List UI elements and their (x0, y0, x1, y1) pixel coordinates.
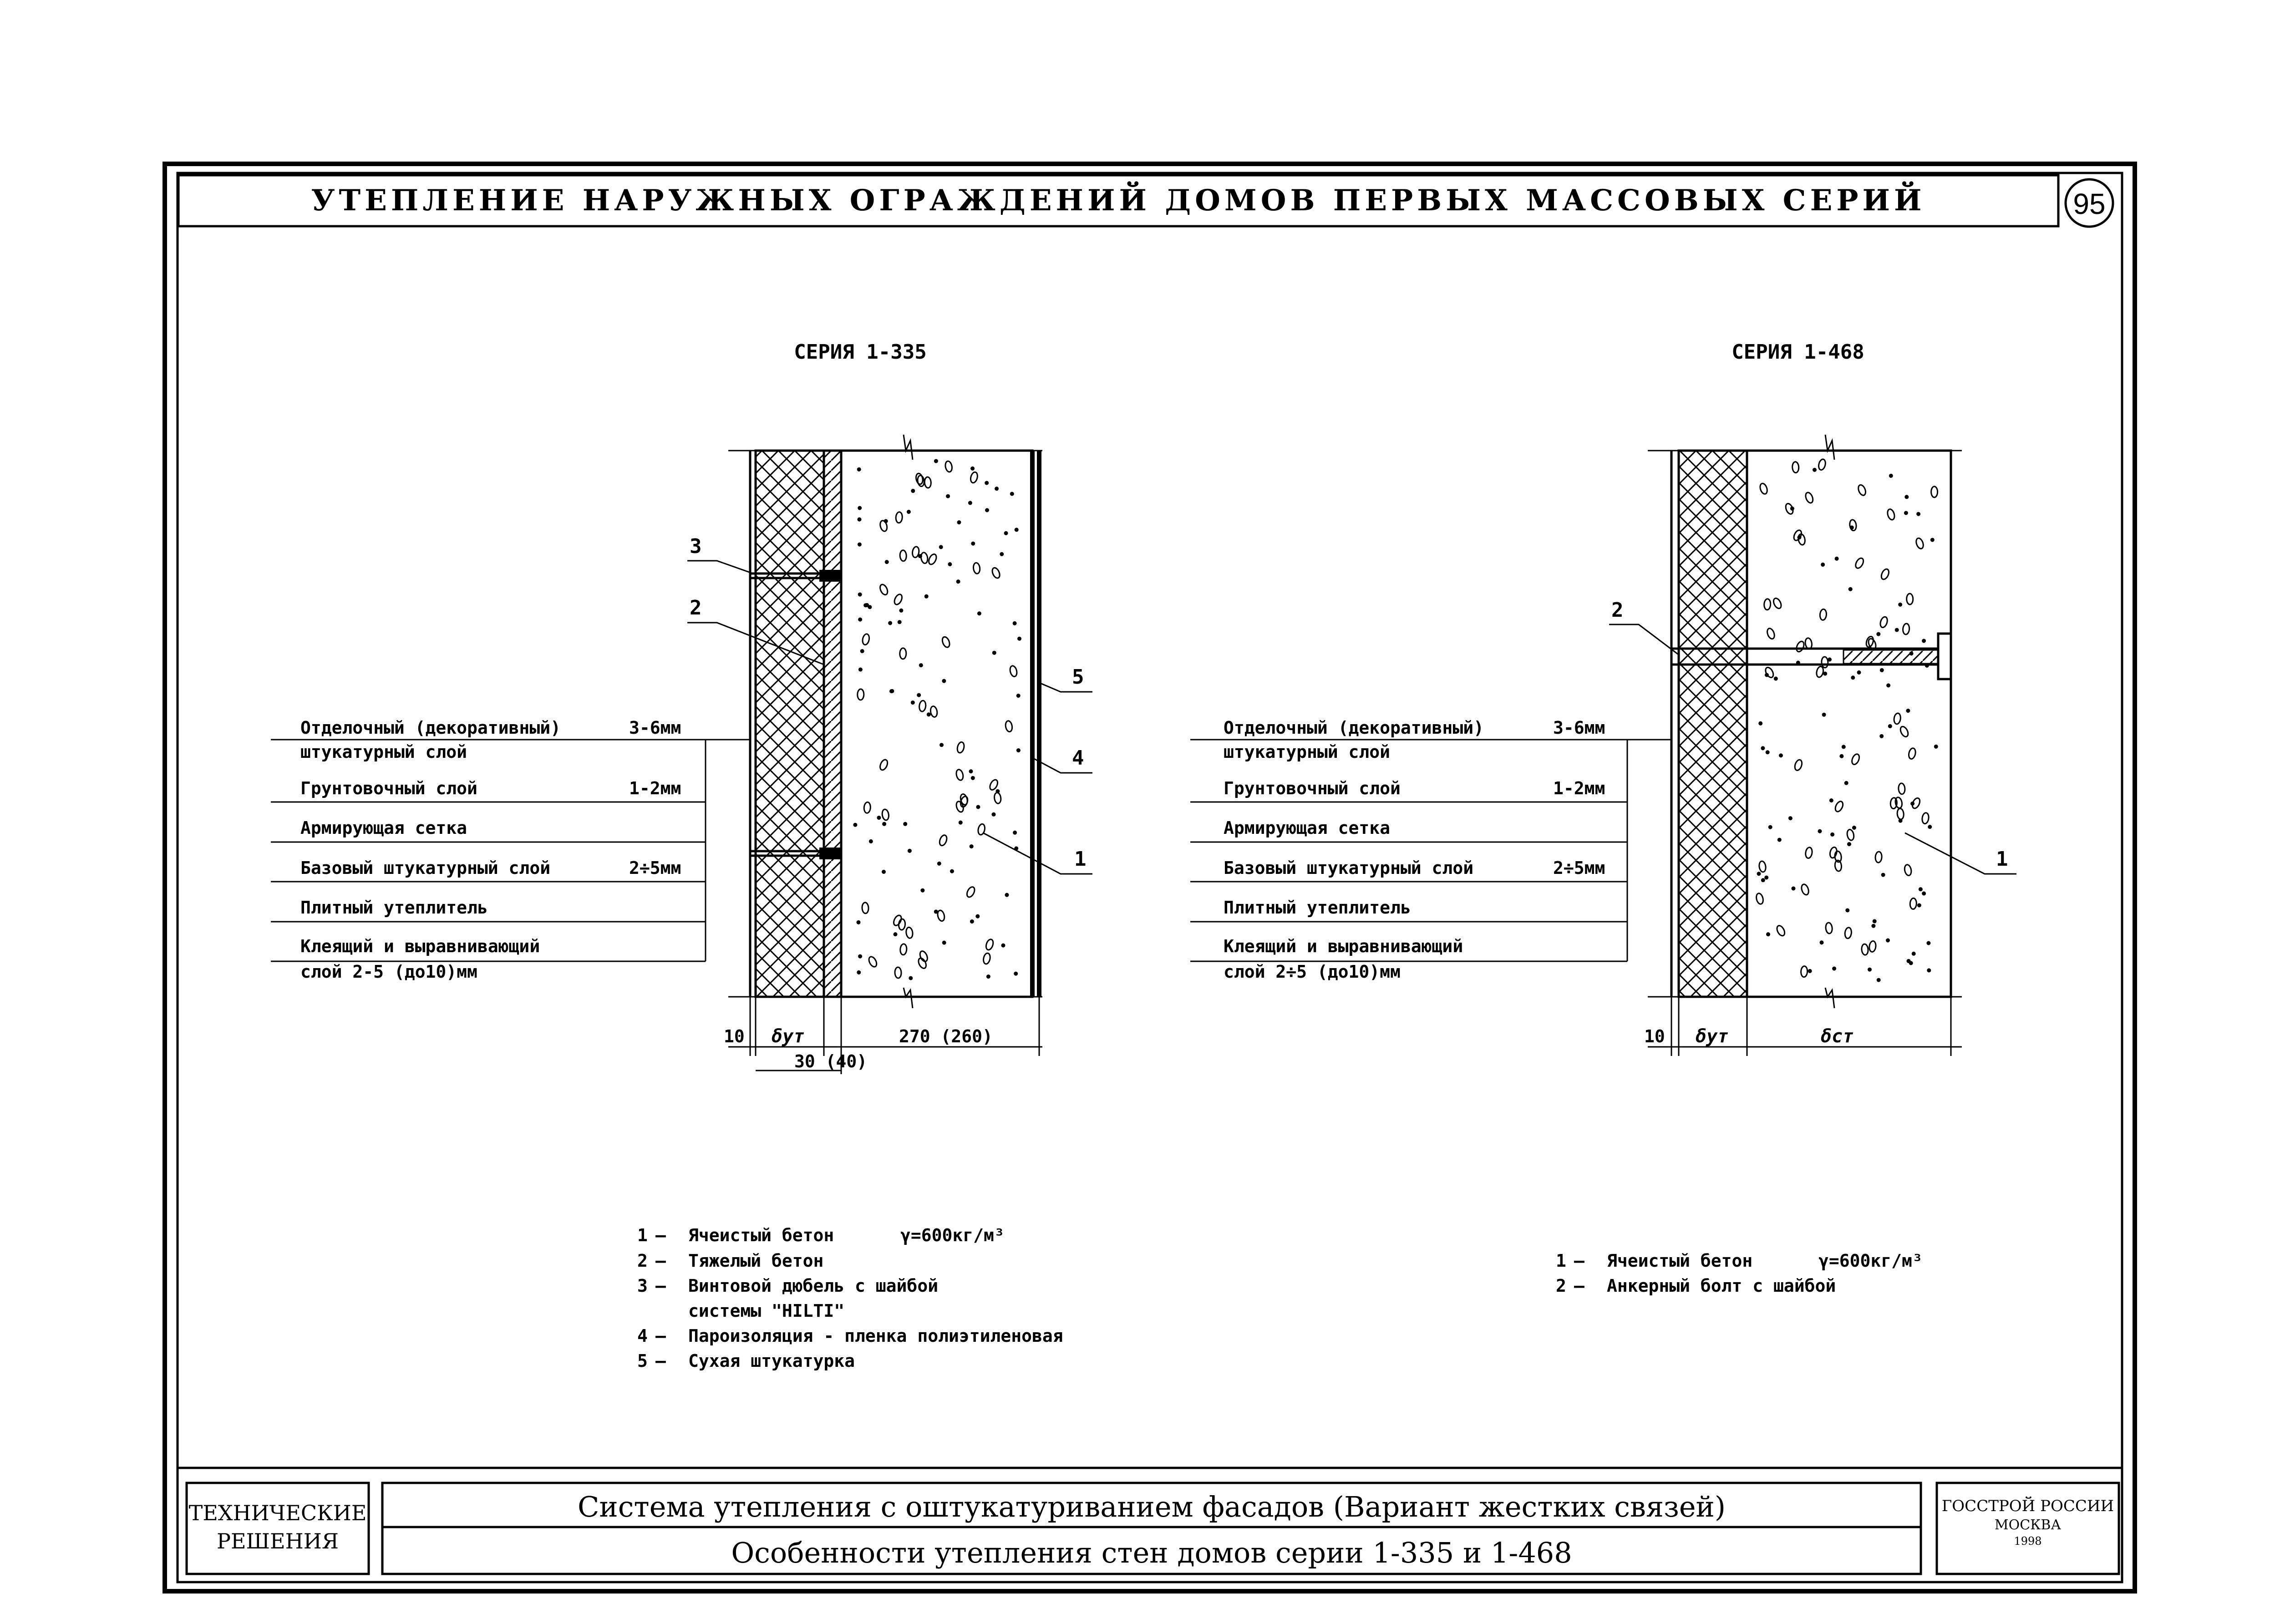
legend-num: 3 (637, 1276, 648, 1296)
layer-base-value: 2÷5мм (1553, 858, 1605, 878)
callout-2: 2 (690, 596, 702, 619)
legend-num: 5 (637, 1351, 648, 1371)
legend-text: Винтовой дюбель с шайбой (688, 1276, 939, 1296)
layer-mesh-label: Армирующая сетка (300, 818, 467, 838)
layer-primer-label: Грунтовочный слой (300, 778, 477, 798)
legend-text: Анкерный болт с шайбой (1607, 1276, 1836, 1296)
title-block (187, 1483, 2119, 1574)
legend-text: Ячеистый бетон (688, 1225, 834, 1245)
org-city: МОСКВА (1994, 1517, 2062, 1533)
dim-10: 10 (1644, 1026, 1665, 1046)
layer-base-value: 2÷5мм (629, 858, 681, 878)
insulation-layer (1679, 451, 1747, 997)
layer-finish-label: Отделочный (декоративный) (1224, 718, 1484, 738)
right-legend (1556, 1251, 1923, 1296)
dim-10: 10 (724, 1026, 745, 1046)
concrete-aggregate-right (1755, 458, 1938, 982)
layer-finish-value: 3-6мм (629, 718, 681, 738)
layer-adhesive-label: Клеящий и выравнивающий (300, 936, 540, 956)
cellular-concrete-layer (841, 451, 1032, 997)
tech-solutions-box (187, 1483, 369, 1574)
callout-1: 1 (1996, 848, 2008, 871)
layer-adhesive-label: Клеящий и выравнивающий (1224, 936, 1463, 956)
left-title: СЕРИЯ 1-335 (794, 340, 927, 364)
callout-5: 5 (1072, 665, 1084, 689)
layer-primer-label: Грунтовочный слой (1224, 778, 1401, 798)
dim-wall: 270 (260) (899, 1026, 993, 1046)
dim-30: 30 (40) (794, 1051, 868, 1071)
layer-adhesive-label2: слой 2-5 (до10)мм (300, 962, 477, 982)
callout-2: 2 (1611, 599, 1624, 622)
legend-dash: – (1574, 1276, 1584, 1296)
layer-finish-value: 3-6мм (1553, 718, 1605, 738)
right-detail (1190, 340, 2016, 1296)
legend-dash: – (655, 1351, 666, 1371)
dim-insulation: δут (772, 1026, 805, 1047)
legend-dash: – (1574, 1251, 1584, 1271)
legend-num: 1 (637, 1225, 648, 1245)
layer-primer-value: 1-2мм (1553, 778, 1605, 798)
drawing-title: Система утепления с оштукатуриванием фасадов (Вариант жестких связей) (577, 1490, 1726, 1523)
layer-finish-label: Отделочный (декоративный) (300, 718, 561, 738)
legend-text: Сухая штукатурка (688, 1351, 855, 1371)
legend-text: Ячеистый бетон (1607, 1251, 1753, 1271)
tech-solutions-line1: ТЕХНИЧЕСКИЕ (188, 1501, 367, 1525)
callout-1: 1 (1074, 848, 1087, 871)
right-callouts (1609, 599, 2016, 874)
layer-mesh-label: Армирующая сетка (1224, 818, 1391, 838)
callout-4: 4 (1072, 746, 1084, 770)
legend-dash: – (655, 1326, 666, 1346)
legend-num: 2 (1556, 1276, 1566, 1296)
layer-base-label: Базовый штукатурный слой (1224, 858, 1474, 878)
right-title: СЕРИЯ 1-468 (1732, 340, 1864, 364)
page-number: 95 (2073, 188, 2106, 220)
tech-solutions-line2: РЕШЕНИЯ (217, 1529, 339, 1553)
org-year: 1998 (2014, 1535, 2042, 1548)
legend-formula: γ=600кг/м³ (900, 1225, 1005, 1245)
layer-base-label: Базовый штукатурный слой (300, 858, 551, 878)
org-name: ГОССТРОЙ РОССИИ (1941, 1497, 2114, 1515)
layer-finish-label2: штукатурный слой (300, 742, 467, 762)
legend-text: Тяжелый бетон (688, 1251, 824, 1271)
layer-adhesive-label2: слой 2÷5 (до10)мм (1224, 962, 1401, 982)
callout-3: 3 (690, 535, 702, 558)
right-dimensions (1644, 997, 1962, 1056)
legend-num: 1 (1556, 1251, 1566, 1271)
legend-num: 4 (637, 1326, 648, 1346)
left-detail (271, 340, 1092, 1371)
right-layer-labels (1190, 718, 1671, 982)
insulation-layer (756, 451, 824, 997)
legend-text2: системы "HILTI" (688, 1301, 845, 1321)
layer-insulation-label: Плитный утеплитель (300, 898, 488, 918)
heavy-concrete-layer (824, 451, 841, 997)
layer-insulation-label: Плитный утеплитель (1224, 898, 1411, 918)
drawing-subtitle: Особенности утепления стен домов серии 1-335 и 1-468 (731, 1536, 1572, 1569)
left-legend (637, 1225, 1063, 1371)
concrete-aggregate-left (854, 459, 1021, 979)
legend-text: Пароизоляция - пленка полиэтиленовая (688, 1326, 1063, 1346)
legend-formula: γ=600кг/м³ (1818, 1251, 1923, 1271)
legend-dash: – (655, 1225, 666, 1245)
dim-insulation: δут (1696, 1026, 1729, 1047)
legend-dash: – (655, 1251, 666, 1271)
left-dimensions (724, 997, 1042, 1074)
legend-dash: – (655, 1276, 666, 1296)
cellular-concrete-layer (1747, 451, 1951, 997)
header-title: УТЕПЛЕНИЕ НАРУЖНЫХ ОГРАЖДЕНИЙ ДОМОВ ПЕРВЫХ МАССОВЫХ СЕРИЙ (311, 183, 1926, 218)
legend-num: 2 (637, 1251, 648, 1271)
layer-primer-value: 1-2мм (629, 778, 681, 798)
dim-wall: δст (1821, 1026, 1854, 1047)
left-layer-labels (271, 718, 750, 982)
layer-finish-label2: штукатурный слой (1224, 742, 1391, 762)
